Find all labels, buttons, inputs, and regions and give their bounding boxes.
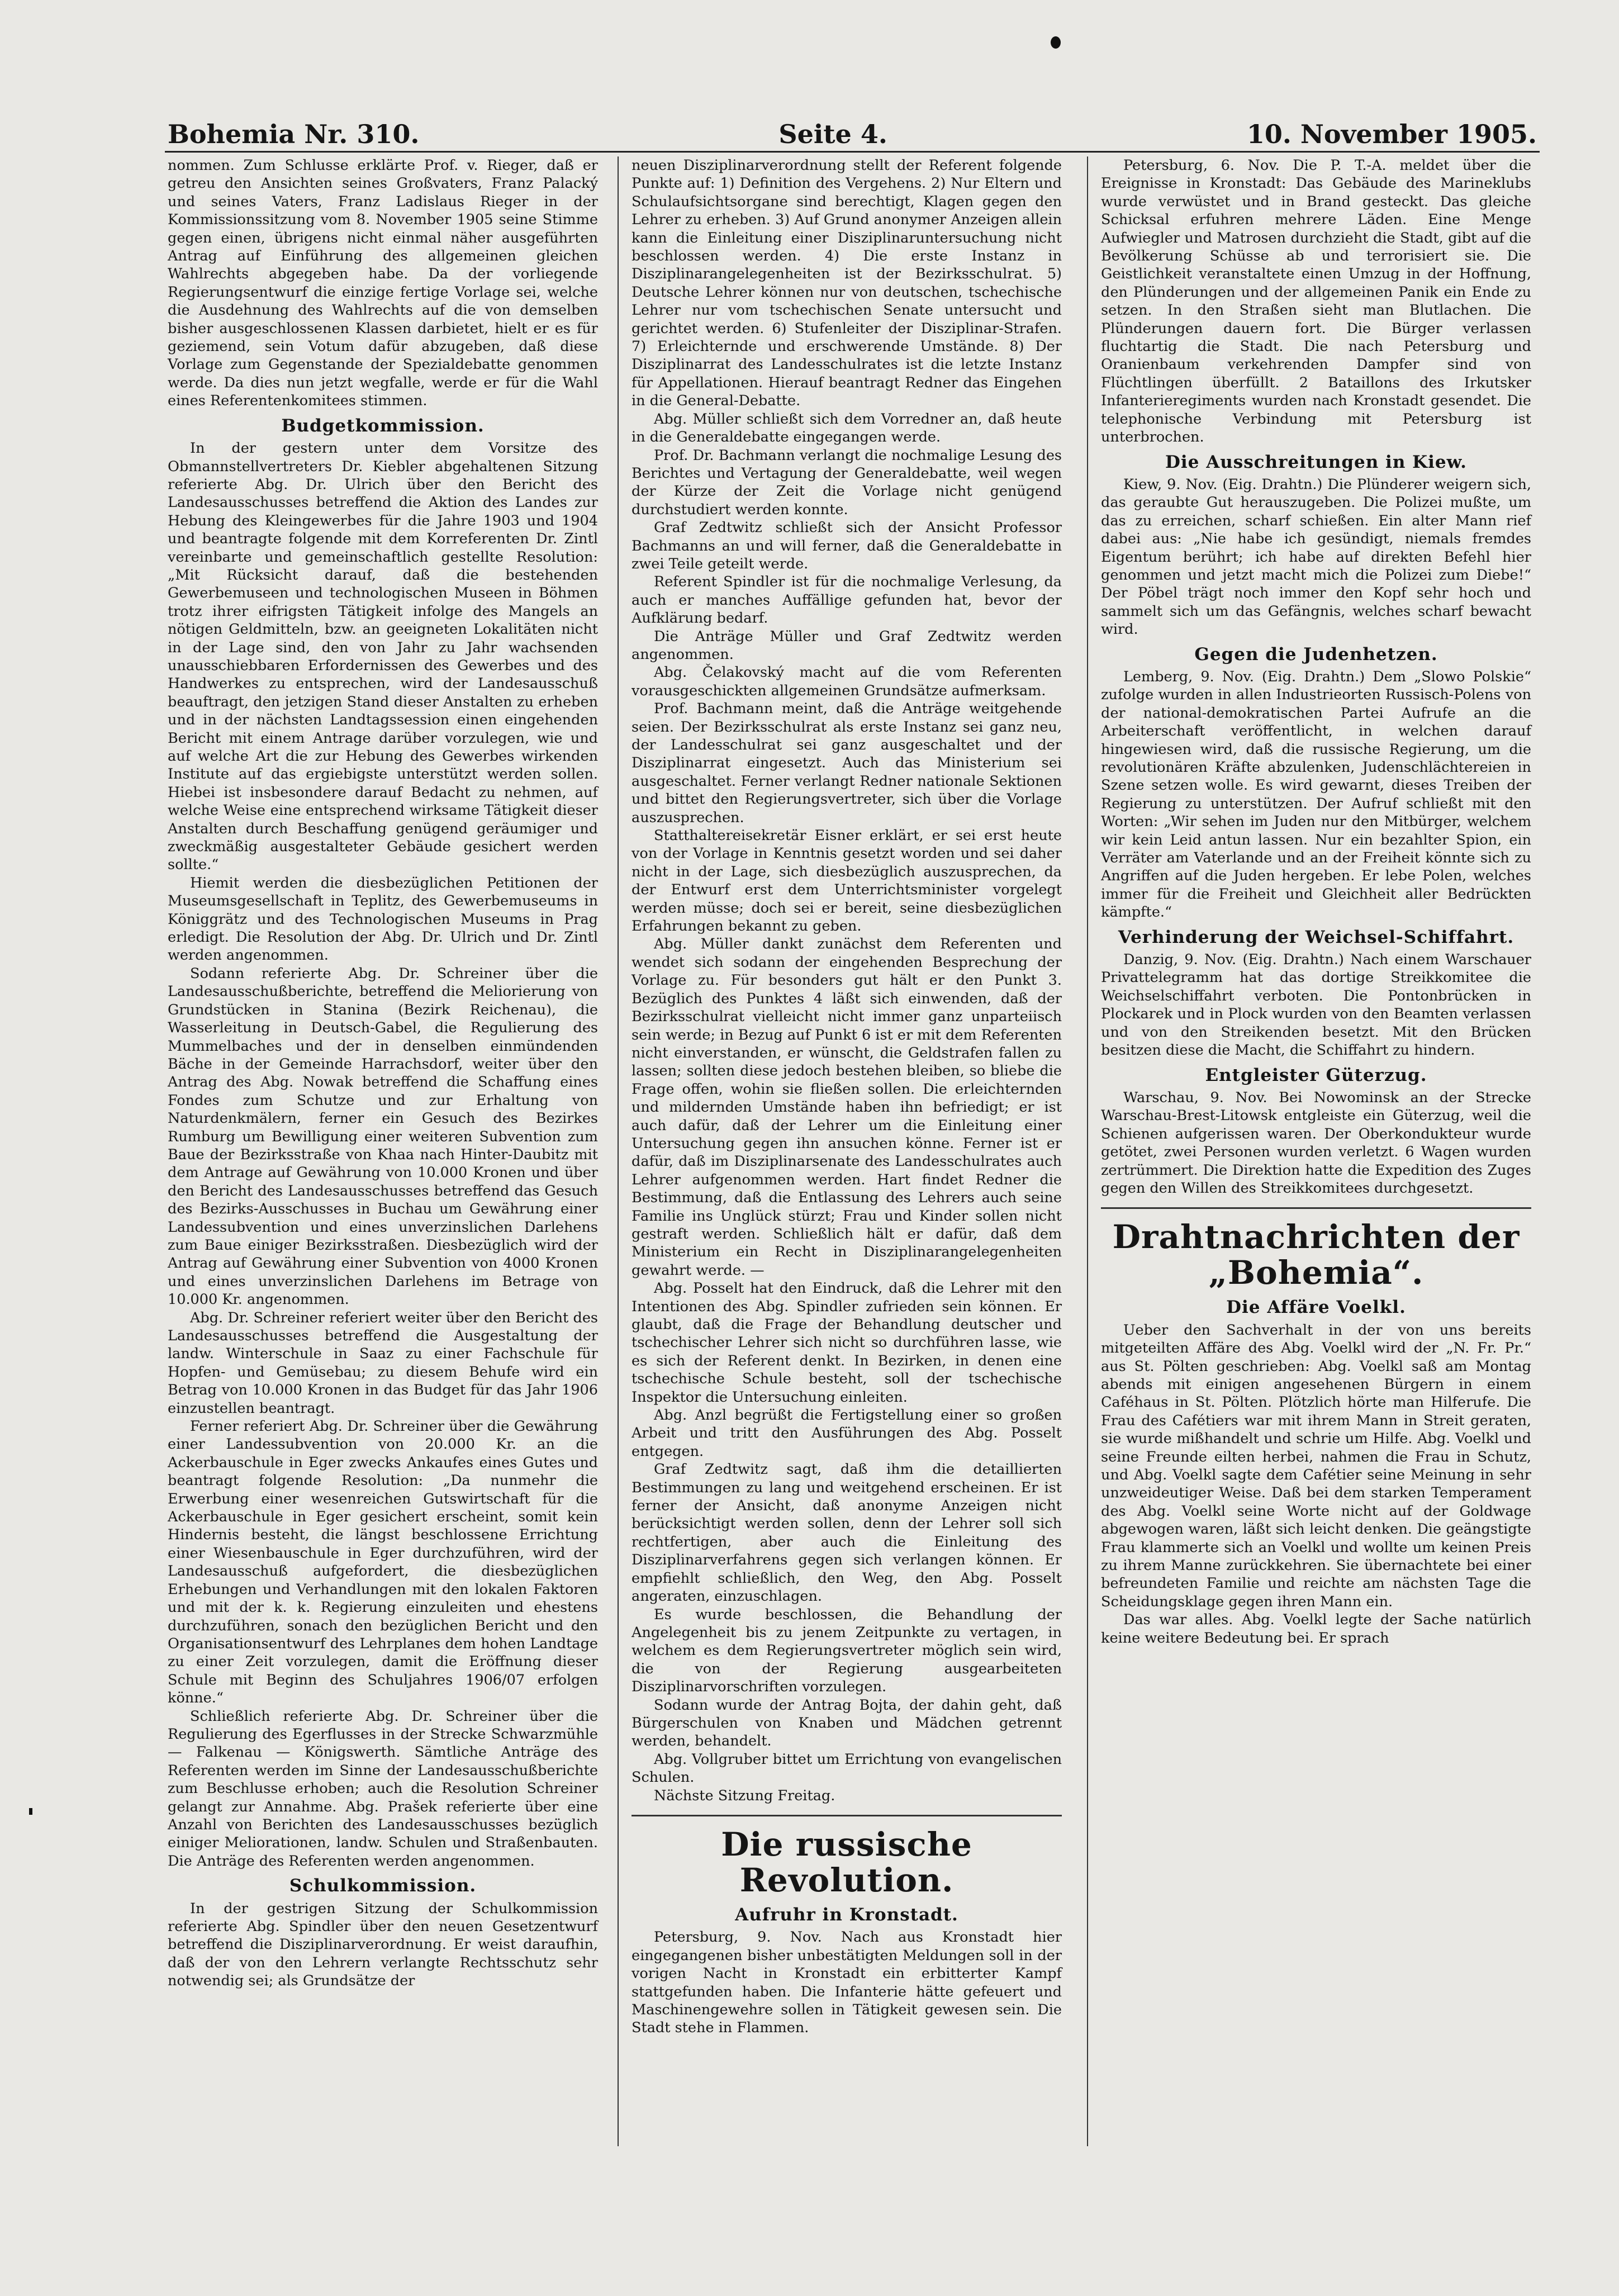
paragraph: Statthaltereisekretär Eisner erklärt, er sei erst heute von der Vorlage in Kenntnis gesetzt worden und sei daher nicht in der Lage, sich diesbezüglich auszusprechen, da der Entwurf erst dem Unterrichtsminister vorgelegt werden müsse; doch sei er bereit, seine diesbezüglichen Erfahrungen bekannt zu geben. <box>632 827 1062 935</box>
paragraph: Abg. Čelakovský macht auf die vom Referenten vorausgeschickten allgemeinen Grundsätze aufmerksam. <box>632 664 1062 699</box>
paragraph: Das war alles. Abg. Voelkl legte der Sache natürlich keine weitere Bedeutung bei. Er sprach <box>1101 1611 1531 1647</box>
section-heading-gueterzug: Entgleister Güterzug. <box>1205 1065 1427 1085</box>
paragraph: nommen. Zum Schlusse erklärte Prof. v. Rieger, daß er getreu den Ansichten seines Großvaters, Franz Palacký und seines Vaters, Franz Ladislaus Rieger in der Kommissionssitzung vom 8. November 1905 seine Stimme gegen einen, übrigens nicht einmal näher ausgeführten Antrag auf Einführung des allgemeinen gleichen Wahlrechts abgegeben habe. Da der vorliegende Regierungsentwurf die einzige fertige Vorlage sei, welche die Ausdehnung des Wahlrechts auf die von demselben bisher ausgeschlossenen Klassen darbietet, hielt er es für geziemend, sein Votum dafür abzugeben, daß diese Vorlage zum Gegenstande der Spezialdebatte genommen werde. Da dies nun jetzt wegfalle, werde er für die Wahl eines Referentenkomitees stimmen. <box>168 157 598 410</box>
column-divider <box>618 156 619 2146</box>
ink-spot <box>1051 36 1061 49</box>
paragraph: Nächste Sitzung Freitag. <box>654 1787 835 1804</box>
paragraph: Es wurde beschlossen, die Behandlung der Angelegenheit bis zu jenem Zeitpunkte zu vertagen, in welchem es dem Regierungsvertreter möglich sein wird, die von der Regierung ausgearbeiteten Disziplinarvorschriften vorzulegen. <box>632 1606 1062 1696</box>
paragraph: Warschau, 9. Nov. Bei Nowominsk an der Strecke Warschau-Brest-Litowsk entgleiste ein Güterzug, weil die Schienen aufgerissen waren. Der Oberkondukteur wurde getötet, zwei Personen wurden verletzt. 6 Wagen wurden zertrümmert. Die Direktion hatte die Expedition des Zuges gegen den Willen des Streikkomitees durchgesetzt. <box>1101 1089 1531 1197</box>
paragraph: Prof. Bachmann meint, daß die Anträge weitgehende seien. Der Bezirksschulrat als erste Instanz sei ganz neu, der Landesschulrat sei ganz ausgeschaltet und der Disziplinarrat eingesetzt. Auch das Ministerium sei ausgeschaltet. Ferner verlangt Redner nationale Sektionen und bittet den Regierungsvertreter, sich über die Vorlage auszusprechen. <box>632 700 1062 826</box>
paragraph: Kiew, 9. Nov. (Eig. Drahtn.) Die Plünderer weigern sich, das geraubte Gut herauszugeben. Die Polizei mußte, um das zu erreichen, scharf schießen. Ein alter Mann rief dabei aus: „Nie habe ich gesündigt, niemals fremdes Eigentum berührt; ich habe auf direkten Befehl hier genommen und jetzt macht mich die Polizei zum Diebe!“ Der Pöbel trägt noch immer den Kopf sehr hoch und sammelt sich um das Gefängnis, welches scharf bewacht wird. <box>1101 476 1531 638</box>
headline-drahtnachrichten: Drahtnachrichten der „Bohemia“. <box>1112 1218 1520 1292</box>
header-page-number: Seite 4. <box>778 119 887 149</box>
column-1 <box>168 156 598 1990</box>
paragraph: Hiemit werden die diesbezüglichen Petitionen der Museumsgesellschaft in Teplitz, des Gewerbemuseums in Königgrätz und des Technologischen Museums in Prag erledigt. Die Resolution der Abg. Dr. Ulrich und Dr. Zintl werden angenommen. <box>168 874 598 964</box>
page-header <box>168 115 1537 154</box>
paragraph: Referent Spindler ist für die nochmalige Verlesung, da auch er manches Auffällige gefunden hat, bevor der Aufklärung bedarf. <box>632 573 1062 627</box>
paragraph: Ueber den Sachverhalt in der von uns bereits mitgeteilten Affäre des Abg. Voelkl wird der „N. Fr. Pr.“ aus St. Pölten geschrieben: Abg. Voelkl saß am Montag abends mit einigen angesehenen Bürgern in einem Caféhaus in St. Pölten. Plötzlich hörte man Hilferufe. Die Frau des Cafétiers war mit ihrem Mann in Streit geraten, sie wurde mißhandelt und schrie um Hilfe. Abg. Voelkl und seine Freunde eilten herbei, nahmen die Frau in Schutz, und Abg. Voelkl sagte dem Cafétier seine Meinung in sehr unzweideutiger Weise. Daß bei dem starken Temperament des Abg. Voelkl seine Worte nicht auf der Goldwage abgewogen waren, läßt sich leicht denken. Die geängstigte Frau klammerte sich an Voelkl und wollte um keinen Preis zu ihrem Manne zurückkehren. Sie übernachtete bei einer befreundeten Familie und reichte am nächsten Tage die Scheidungsklage gegen ihren Mann ein. <box>1101 1321 1531 1610</box>
paragraph: In der gestern unter dem Vorsitze des Obmannstellvertreters Dr. Kiebler abgehaltenen Sitzung referierte Abg. Dr. Ulrich über den Bericht des Landesausschusses betreffend die Aktion des Landes zur Hebung des Kleingewerbes für die Jahre 1903 und 1904 und beantragte folgende mit dem Korreferenten Dr. Zintl vereinbarte und gemeinschaftlich gestellte Resolution: „Mit Rücksicht darauf, daß die bestehenden Gewerbemuseen und technologischen Museen in Böhmen trotz ihrer eifrigsten Tätigkeit infolge des Mangels an nötigen Geldmitteln, bzw. an geeigneten Lokalitäten nicht in der Lage sind, den von Jahr zu Jahr wachsenden unausschiebbaren Erfordernissen des Gewerbes und des Handwerkes zu entsprechen, wird der Landesausschuß beauftragt, den jetzigen Stand dieser Anstalten zu erheben und in der nächsten Landtagssession einen eingehenden Bericht mit einem Antrage darüber vorzulegen, wie und auf welche Art die zur Hebung des Gewerbes wirkenden Institute auf das ergiebigste unterstützt werden sollen. Hiebei ist insbesondere darauf Bedacht zu nehmen, auf welche Weise eine entsprechend wirksame Tätigkeit dieser Anstalten durch Beschaffung genügend geräumiger und zweckmäßig ausgestalteter Gebäude gesichert werden sollte.“ <box>168 440 598 874</box>
section-heading-judenhetzen: Gegen die Judenhetzen. <box>1194 644 1438 665</box>
section-heading-budget: Budgetkommission. <box>281 415 485 436</box>
paragraph: Abg. Vollgruber bittet um Errichtung von evangelischen Schulen. <box>632 1751 1062 1786</box>
paragraph: Prof. Dr. Bachmann verlangt die nochmalige Lesung des Berichtes und Vertagung der Generaldebatte, weil wegen der Kürze der Zeit die Vorlage nicht genügend durchstudiert werden konnte. <box>632 447 1062 518</box>
section-rule <box>632 1815 1062 1816</box>
paragraph: Sodann referierte Abg. Dr. Schreiner über die Landesausschußberichte, betreffend die Meliorierung von Grundstücken in Stanina (Bezirk Reichenau), die Wasserleitung in Deutsch-Gabel, die Regulierung des Mummelbaches und der in denselben einmündenden Bäche in der Gemeinde Harrachsdorf, weiter über den Antrag des Abg. Nowak betreffend die Schaffung eines Fondes zum Schutze und zur Erhaltung von Naturdenkmälern, ferner ein Gesuch des Bezirkes Rumburg um Bewilligung einer weiteren Subvention zum Baue der Bezirksstraße von Khaa nach Hinter-Daubitz mit dem Antrage auf Gewährung von 10.000 Kronen und über den Bericht des Landesausschusses betreffend das Gesuch des Bezirks-Ausschusses in Buchau um Gewährung einer Landessubvention und eines unverzinslichen Darlehens zum Baue einiger Bezirksstraßen. Diesbezüglich wird der Antrag auf Gewährung einer Subvention von 4000 Kronen und eines unverzinslichen Darlehens im Betrage von 10.000 Kr. angenommen. <box>168 965 598 1308</box>
paragraph: Abg. Anzl begrüßt die Fertigstellung einer so großen Arbeit und tritt den Ausführungen des Abg. Posselt entgegen. <box>632 1407 1062 1460</box>
paragraph: In der gestrigen Sitzung der Schulkommission referierte Abg. Spindler über den neuen Gesetzentwurf betreffend die Disziplinarverordnung. Er weist daraufhin, daß der von den Lehrern verlangte Rechtsschutz sehr notwendig sei; als Grundsätze der <box>168 1900 598 1990</box>
header-rule <box>165 151 1540 153</box>
column-divider <box>1087 156 1088 2146</box>
paragraph: Abg. Dr. Schreiner referiert weiter über den Bericht des Landesausschusses betreffend die Ausgestaltung der landw. Winterschule in Saaz zu einer Fachschule für Hopfen- und Gemüsebau; zu diesem Behufe wird ein Betrag von 10.000 Kronen in das Budget für das Jahr 1906 einzustellen beantragt. <box>168 1309 598 1417</box>
section-heading-kiew: Die Ausschreitungen in Kiew. <box>1165 452 1467 472</box>
headline-russian-revolution: Die russische Revolution. <box>721 1825 972 1899</box>
column-3 <box>1101 156 1531 1647</box>
section-heading-voelkl: Die Affäre Voelkl. <box>1226 1297 1406 1318</box>
paragraph: Graf Zedtwitz schließt sich der Ansicht Professor Bachmanns an und will ferner, daß die Generaldebatte in zwei Teile geteilt werde. <box>632 519 1062 572</box>
header-date: 10. November 1905. <box>1246 119 1537 149</box>
margin-mark <box>29 1808 32 1815</box>
paragraph: Danzig, 9. Nov. (Eig. Drahtn.) Nach einem Warschauer Privattelegramm hat das dortige Streikkomitee die Weichselschiffahrt verboten. Die Pontonbrücken in Plockarek und in Plock wurden von den Beamten verlassen und von den Streikenden besetzt. Mit den Brücken besitzen diese die Macht, die Schiffahrt zu hindern. <box>1101 951 1531 1059</box>
section-heading-weichsel: Verhinderung der Weichsel-Schiffahrt. <box>1118 927 1514 947</box>
paragraph: Graf Zedtwitz sagt, daß ihm die detaillierten Bestimmungen zu lang und weitgehend erscheinen. Er ist ferner der Ansicht, daß anonyme Anzeigen nicht berücksichtigt werden sollen, denn der Lehrer soll sich rechtfertigen, aber auch die Einleitung des Disziplinarverfahrens gegen sich verlangen können. Er empfiehlt schließlich, den Weg, den Abg. Posselt angeraten, einzuschlagen. <box>632 1461 1062 1605</box>
paragraph: Abg. Posselt hat den Eindruck, daß die Lehrer mit den Intentionen des Abg. Spindler zufrieden sein können. Er glaubt, daß die Frage der Behandlung deutscher und tschechischer Lehrer sich nicht so durchführen lasse, wie es sich der Referent denkt. In Bezirken, in denen eine tschechische Schule besteht, soll der tschechische Inspektor die Untersuchung einleiten. <box>632 1280 1062 1406</box>
column-2 <box>632 156 1062 2037</box>
section-rule <box>1101 1207 1531 1209</box>
header-publication: Bohemia Nr. 310. <box>168 119 420 149</box>
paragraph: Petersburg, 9. Nov. Nach aus Kronstadt hier eingegangenen bisher unbestätigten Meldungen soll in der vorigen Nacht in Kronstadt ein erbitterter Kampf stattgefunden haben. Die Infanterie hätte gefeuert und Maschinengewehre sollen in Tätigkeit gewesen sein. Die Stadt stehe in Flammen. <box>632 1929 1062 2037</box>
section-heading-school: Schulkommission. <box>289 1876 477 1896</box>
paragraph: neuen Disziplinarverordnung stellt der Referent folgende Punkte auf: 1) Definition des Vergehens. 2) Nur Eltern und Schulaufsichtsorgane sind berechtigt, Klagen gegen den Lehrer zu erheben. 3) Auf Grund anonymer Anzeigen allein kann die Einleitung einer Disziplinaruntersuchung nicht beschlossen werden. 4) Die erste Instanz in Disziplinarangelegenheiten ist der Bezirksschulrat. 5) Deutsche Lehrer können nur von deutschen, tschechische Lehrer nur vom tschechischen Senate untersucht und gerichtet werden. 6) Stufenleiter der Disziplinar-Strafen. 7) Erleichternde und erschwerende Umstände. 8) Der Disziplinarrat des Landesschulrates ist die letzte Instanz für Appellationen. Hierauf beantragt Redner das Eingehen in die General-Debatte. <box>632 157 1062 410</box>
paragraph: Schließlich referierte Abg. Dr. Schreiner über die Regulierung des Egerflusses in der Strecke Schwarzmühle — Falkenau — Königswerth. Sämtliche Anträge des Referenten werden im Sinne der Landesausschußberichte zum Beschlusse erhoben; auch die Resolution Schreiner gelangt zur Annahme. Abg. Prašek referierte über eine Anzahl von Berichten des Landesausschusses bezüglich einiger Meliorationen, landw. Schulen und Straßenbauten. Die Anträge des Referenten werden angenommen. <box>168 1707 598 1870</box>
paragraph: Abg. Müller schließt sich dem Vorredner an, daß heute in die Generaldebatte eingegangen werde. <box>632 410 1062 446</box>
paragraph: Abg. Müller dankt zunächst dem Referenten und wendet sich sodann der eingehenden Besprechung der Vorlage zu. Für besonders gut hält er den Punkt 3. Bezüglich des Punktes 4 läßt sich einwenden, daß der Bezirksschulrat vielleicht nicht immer ganz unparteiisch sein werde; in Bezug auf Punkt 6 ist er mit dem Referenten nicht einverstanden, er wünscht, die Geldstrafen fallen zu lassen; sollten diese jedoch bestehen bleiben, so bliebe die Frage offen, wohin sie fließen sollen. Die erleichternden und mildernden Umstände haben ihn befriedigt; er ist auch dafür, daß der Lehrer um die Einleitung einer Untersuchung gegen ihn ansuchen könne. Ferner ist er dafür, daß im Disziplinarsenate des Landesschulrates auch Lehrer aufgenommen werden. Hart findet Redner die Bestimmung, daß die Entlassung des Lehrers auch seine Familie ins Unglück stürzt; Frau und Kinder sollen nicht gestraft werden. Schließlich hält er dafür, daß dem Ministerium ein Recht in Disziplinarangelegenheiten gewahrt werde. — <box>632 936 1062 1279</box>
paragraph: Petersburg, 6. Nov. Die P. T.-A. meldet über die Ereignisse in Kronstadt: Das Gebäude des Marineklubs wurde verwüstet und in Brand gesteckt. Das gleiche Schicksal erfuhren mehrere Läden. Eine Menge Aufwiegler und Matrosen durchzieht die Stadt, gibt auf die Bevölkerung Schüsse ab und terrorisiert sie. Die Geistlichkeit veranstaltete einen Umzug in der Hoffnung, den Plünderungen und der allgemeinen Panik ein Ende zu setzen. In den Straßen sieht man Blutlachen. Die Plünderungen dauern fort. Die Bürger verlassen fluchtartig die Stadt. Die nach Petersburg und Oranienbaum verkehrenden Dampfer sind von Flüchtlingen überfüllt. 2 Bataillons des Irkutsker Infanterieregiments wurden nach Kronstadt gesendet. Die telephonische Verbindung mit Petersburg ist unterbrochen. <box>1101 157 1531 446</box>
paragraph: Die Anträge Müller und Graf Zedtwitz werden angenommen. <box>632 628 1062 663</box>
section-heading-kronstadt: Aufruhr in Kronstadt. <box>735 1904 958 1925</box>
paragraph: Sodann wurde der Antrag Bojta, der dahin geht, daß Bürgerschulen von Knaben und Mädchen getrennt werden, behandelt. <box>632 1696 1062 1750</box>
paragraph: Ferner referiert Abg. Dr. Schreiner über die Gewährung einer Landessubvention von 20.000 Kr. an die Ackerbauschule in Eger zwecks Ankaufes eines Gutes und beantragt folgende Resolution: „Da nunmehr die Erwerbung einer wesenreichen Gutswirtschaft für die Ackerbauschule in Eger gesichert erscheint, somit kein Hindernis besteht, die längst beschlossene Errichtung einer Wiesenbauschule in Eger durchzuführen, wird der Landesausschuß aufgefordert, die diesbezüglichen Erhebungen und Verhandlungen mit den lokalen Faktoren und mit der k. k. Regierung einzuleiten und ehestens durchzuführen, sonach den bezüglichen Bericht und den Organisationsentwurf des Lehrplanes dem hohen Landtage zu einer Zeit vorzulegen, damit die Eröffnung dieser Schule mit Beginn des Schuljahres 1906/07 erfolgen könne.“ <box>168 1418 598 1707</box>
paragraph: Lemberg, 9. Nov. (Eig. Drahtn.) Dem „Slowo Polskie“ zufolge wurden in allen Industrieorten Russisch-Polens von der national-demokratischen Partei Aufrufe an die Arbeiterschaft veröffentlicht, in welchen darauf hingewiesen wird, daß die russische Regierung, um die revolutionären Kräfte abzulenken, Judenschlächtereien in Szene setzen wolle. Es wird gewarnt, dieses Treiben der Regierung zu unterstützen. Der Aufruf schließt mit den Worten: „Wir sehen im Juden nur den Mitbürger, welchem wir kein Leid antun lassen. Nur ein bezahlter Spion, ein Verräter am Vaterlande und an der Freiheit könnte sich zu Angriffen auf die Juden hergeben. Er lebe Polen, welches immer für die Freiheit und Gleichheit aller Bedrückten kämpfte.“ <box>1101 668 1531 921</box>
